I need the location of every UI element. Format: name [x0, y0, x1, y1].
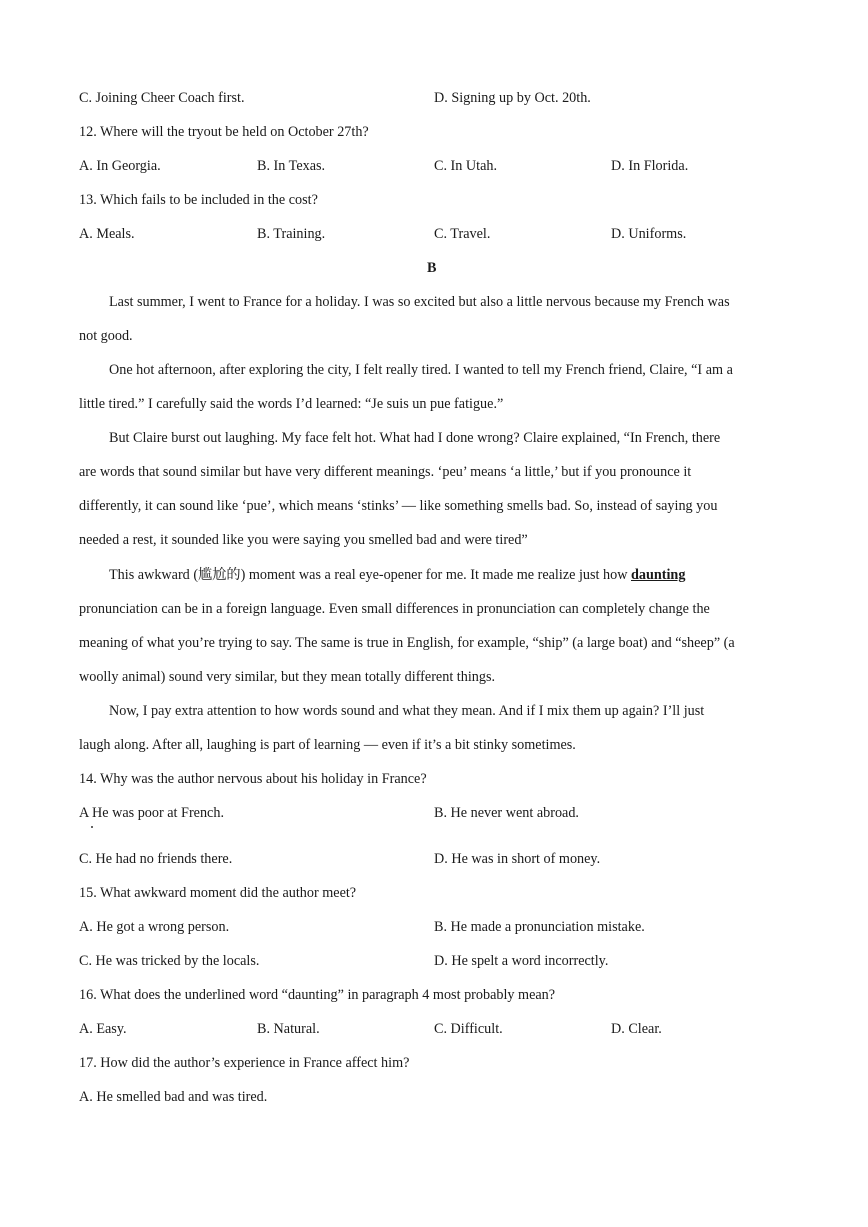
passage-line: [109, 566, 685, 584]
q16-option-c: C. Difficult.: [434, 1021, 503, 1037]
q16-option-d: D. Clear.: [611, 1021, 662, 1037]
q17-option-a: A. He smelled bad and was tired.: [79, 1089, 268, 1105]
passage-text: This awkward (尴尬的) moment was a real eye-opener for me. It made me realize just how: [109, 567, 631, 583]
q12-option-d: D. In Florida.: [611, 158, 689, 174]
q14-option-b: B. He never went abroad.: [434, 805, 579, 821]
q15-option-d: D. He spelt a word incorrectly.: [434, 953, 609, 969]
passage-line: Last summer, I went to France for a holiday. I was so excited but also a little nervous because my French was: [109, 294, 730, 310]
passage-line: needed a rest, it sounded like you were saying you smelled bad and were tired”: [79, 532, 528, 548]
q11-option-d: D. Signing up by Oct. 20th.: [434, 90, 591, 106]
passage-line: One hot afternoon, after exploring the city, I felt really tired. I wanted to tell my French friend, Claire, “I am a: [109, 362, 733, 378]
passage-line: differently, it can sound like ‘pue’, which means ‘stinks’ — like something smells bad. So, instead of saying you: [79, 498, 718, 514]
q15-question: 15. What awkward moment did the author meet?: [79, 885, 357, 901]
stray-dot-mark: [91, 826, 93, 828]
q12-question: 12. Where will the tryout be held on October 27th?: [79, 124, 369, 140]
q16-option-a: A. Easy.: [79, 1021, 127, 1037]
passage-line: pronunciation can be in a foreign language. Even small differences in pronunciation can completely change the: [79, 601, 710, 617]
q13-option-d: D. Uniforms.: [611, 226, 687, 242]
q14-question: 14. Why was the author nervous about his holiday in France?: [79, 771, 427, 787]
q15-option-c: C. He was tricked by the locals.: [79, 953, 260, 969]
q13-option-b: B. Training.: [257, 226, 326, 242]
q16-option-b: B. Natural.: [257, 1021, 320, 1037]
q14-option-c: C. He had no friends there.: [79, 851, 233, 867]
passage-line: But Claire burst out laughing. My face felt hot. What had I done wrong? Claire explained, “In French, there: [109, 430, 721, 446]
passage-line: little tired.” I carefully said the words I’d learned: “Je suis un pue fatigue.”: [79, 396, 504, 412]
q11-option-c: C. Joining Cheer Coach first.: [79, 90, 245, 106]
q15-option-b: B. He made a pronunciation mistake.: [434, 919, 645, 935]
q13-question: 13. Which fails to be included in the cost?: [79, 192, 318, 208]
q12-option-b: B. In Texas.: [257, 158, 326, 174]
q15-option-a: A. He got a wrong person.: [79, 919, 230, 935]
q16-question: 16. What does the underlined word “daunting” in paragraph 4 most probably mean?: [79, 987, 556, 1003]
q14-option-a: A He was poor at French.: [79, 805, 224, 821]
section-heading: B: [427, 260, 437, 276]
q12-option-c: C. In Utah.: [434, 158, 498, 174]
passage-line: are words that sound similar but have very different meanings. ‘peu’ means ‘a little,’ but if you pronounce it: [79, 464, 692, 480]
q13-option-c: C. Travel.: [434, 226, 491, 242]
q12-option-a: A. In Georgia.: [79, 158, 161, 174]
passage-line: laugh along. After all, laughing is part of learning — even if it’s a bit stinky sometimes.: [79, 737, 576, 753]
passage-line: meaning of what you’re trying to say. The same is true in English, for example, “ship” (a large boat) and “sheep” (a: [79, 635, 735, 651]
underlined-word-daunting: daunting: [631, 567, 686, 583]
q13-option-a: A. Meals.: [79, 226, 135, 242]
passage-line: Now, I pay extra attention to how words sound and what they mean. And if I mix them up again? I’ll just: [109, 703, 705, 719]
passage-line: not good.: [79, 328, 133, 344]
passage-line: woolly animal) sound very similar, but they mean totally different things.: [79, 669, 496, 685]
q14-option-d: D. He was in short of money.: [434, 851, 601, 867]
q17-question: 17. How did the author’s experience in France affect him?: [79, 1055, 410, 1071]
